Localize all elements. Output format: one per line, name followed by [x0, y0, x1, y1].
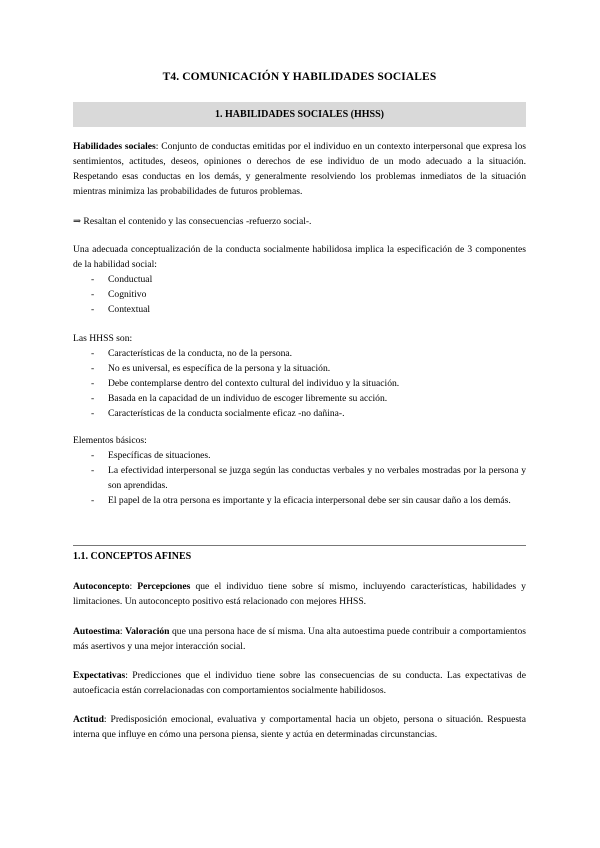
separator: :	[119, 626, 126, 637]
arrow-note-paragraph	[73, 214, 526, 229]
autoconcepto-term: Autoconcepto	[73, 581, 130, 592]
list-item: - Conductual	[73, 272, 526, 287]
expectativas-term: Expectativas	[73, 670, 126, 681]
actitud-paragraph	[73, 712, 526, 742]
definition-paragraph	[73, 139, 526, 199]
autoconcepto-text: que el individuo tiene sobre sí mismo, incluyendo características, habilidades y limitaciones. Un autoconcepto positivo está relacionado con mejores HHSS.	[73, 581, 526, 607]
expectativas-paragraph	[73, 668, 526, 698]
list-item: - Basada en la capacidad de un individuo de escoger libremente su acción.	[73, 391, 526, 406]
traits-intro: Las HHSS son:	[73, 333, 133, 344]
autoestima-paragraph	[73, 624, 526, 654]
definition-term: Habilidades sociales	[73, 141, 156, 152]
actitud-term: Actitud	[73, 714, 104, 725]
separator: :	[129, 581, 138, 592]
traits-list	[73, 346, 526, 421]
autoestima-key: Valoración	[125, 626, 170, 637]
actitud-text: : Predisposición emocional, evaluativa y comportamental hacia un objeto, persona o situación. Respuesta interna que influye en cómo una persona piensa, siente y actúa en determinadas circunstancias.	[73, 714, 526, 740]
arrow-note: ⇒ Resaltan el contenido y las consecuencias -refuerzo social-.	[73, 216, 312, 227]
autoestima-term: Autoestima	[73, 626, 120, 637]
list-item: - Características de la conducta, no de la persona.	[73, 346, 526, 361]
section-heading-box	[73, 102, 526, 127]
list-item: - Cognitivo	[73, 287, 526, 302]
components-list	[73, 272, 526, 317]
list-item: - Contextual	[73, 302, 526, 317]
basics-block	[73, 433, 526, 508]
basics-intro: Elementos básicos:	[73, 435, 147, 446]
list-item: - Debe contemplarse dentro del contexto cultural del individuo y la situación.	[73, 376, 526, 391]
autoestima-text: que una persona hace de sí misma. Una alta autoestima puede contribuir a comportamientos más asertivos y una mejor interacción social.	[73, 626, 526, 652]
section-heading: 1. HABILIDADES SOCIALES (HHSS)	[215, 109, 384, 120]
autoconcepto-paragraph	[73, 579, 526, 609]
components-block	[73, 242, 526, 317]
traits-block	[73, 331, 526, 421]
divider	[73, 545, 526, 546]
autoconcepto-key: Percepciones	[137, 581, 191, 592]
basics-list	[73, 448, 526, 508]
expectativas-text: : Predicciones que el individuo tiene sobre las consecuencias de su conducta. Las expectativas de autoeficacia están correlacionadas con comportamientos socialmente habilidosos.	[73, 670, 526, 696]
list-item: - La efectividad interpersonal se juzga según las conductas verbales y no verbales mostradas por la persona y son aprendidas.	[73, 463, 526, 493]
list-item: - No es universal, es específica de la persona y la situación.	[73, 361, 526, 376]
subsection-heading: 1.1. CONCEPTOS AFINES	[73, 551, 192, 562]
list-item: - Específicas de situaciones.	[73, 448, 526, 463]
list-item: - Características de la conducta socialmente eficaz -no dañina-.	[73, 406, 526, 421]
list-item: - El papel de la otra persona es importante y la eficacia interpersonal debe ser sin causar daño a los demás.	[73, 493, 526, 508]
page-title: T4. COMUNICACIÓN Y HABILIDADES SOCIALES	[162, 71, 437, 83]
components-intro: Una adecuada conceptualización de la conducta socialmente habilidosa implica la especificación de 3 componentes de la habilidad social:	[73, 244, 526, 270]
definition-text: : Conjunto de conductas emitidas por el individuo en un contexto interpersonal que expresa los sentimientos, actitudes, deseos, opiniones o derechos de ese individuo de un modo adecuado a la situación. Respetando esas conductas en los demás, y generalmente resolviendo los problemas inmediatos de la situación mientras minimiza las probabilidades de futuros problemas.	[73, 141, 527, 197]
